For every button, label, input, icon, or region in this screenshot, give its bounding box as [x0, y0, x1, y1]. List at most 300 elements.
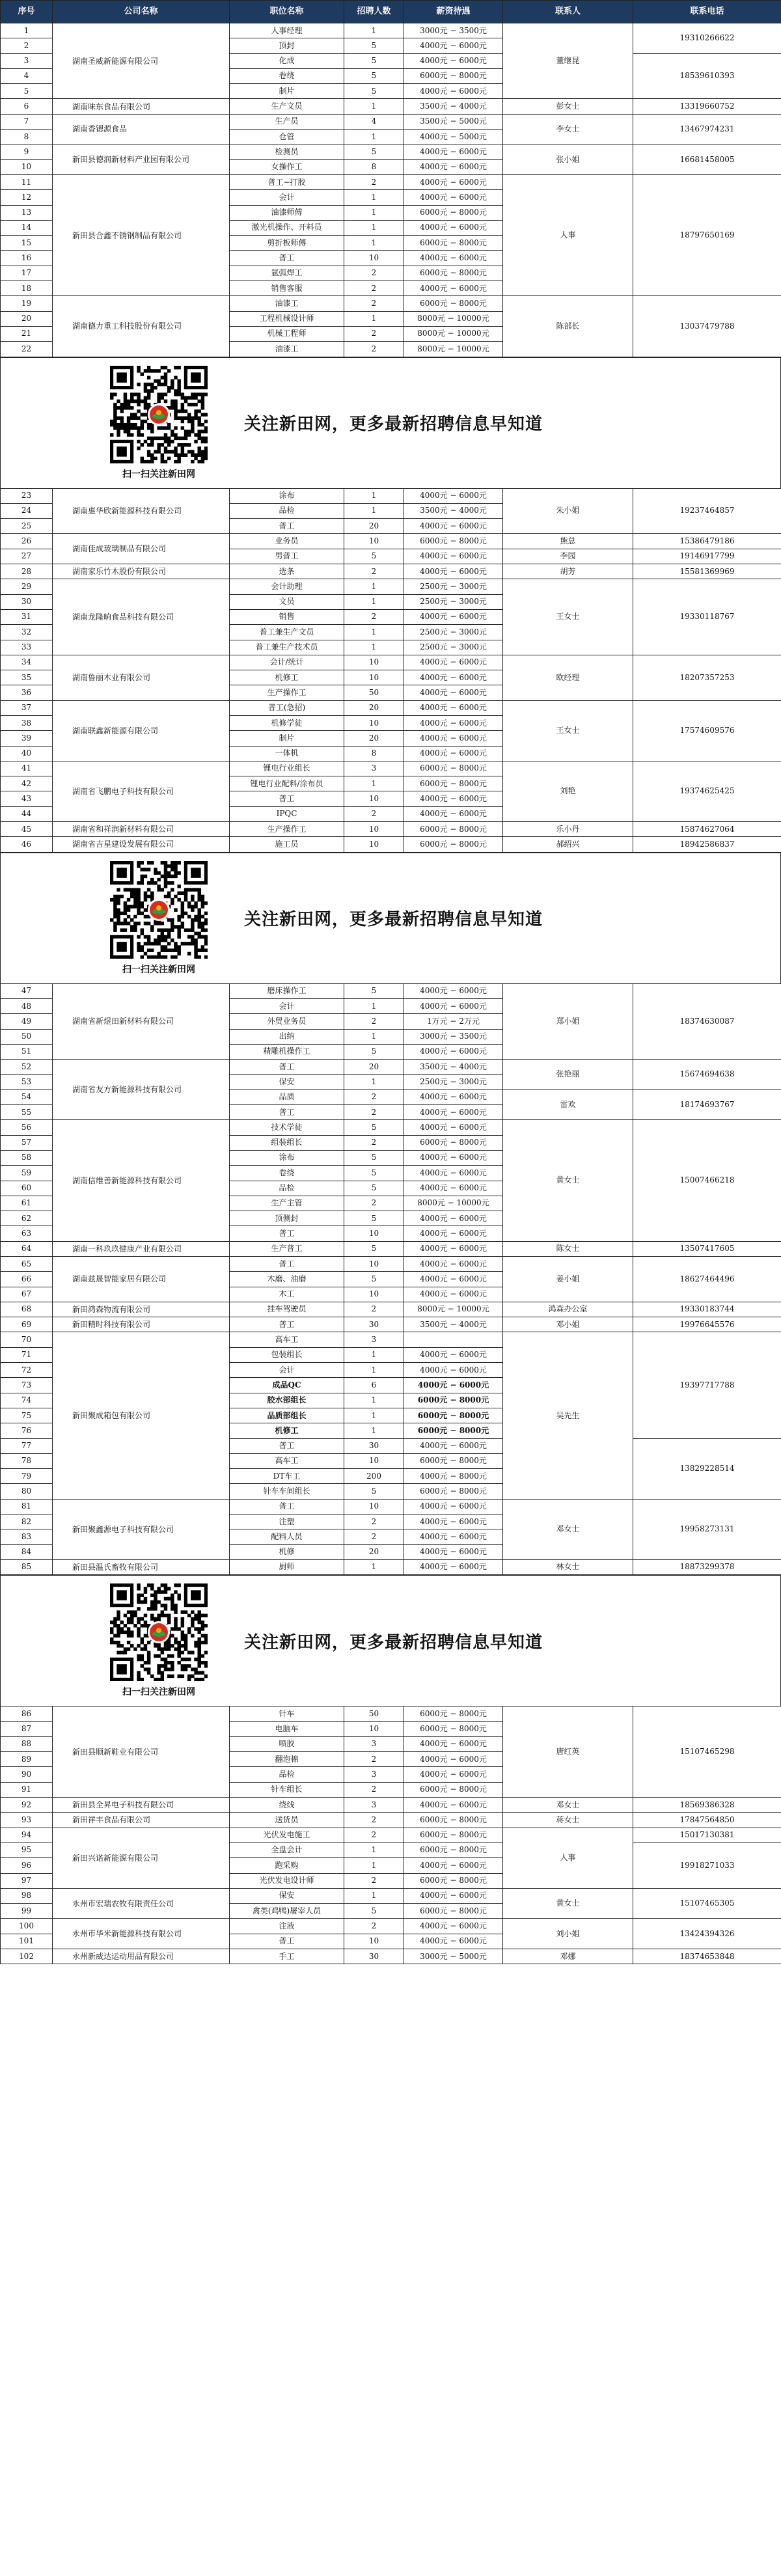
- table-row: [1, 655, 781, 670]
- headcount: 1: [344, 99, 404, 114]
- salary: 6000元 − 8000元: [404, 68, 503, 83]
- row-number: 11: [1, 174, 53, 189]
- banner-content: [110, 861, 543, 976]
- headcount: 5: [344, 1272, 404, 1287]
- headcount: 6: [344, 1378, 404, 1393]
- position-name: 会计: [230, 190, 344, 205]
- position-name: 制片: [230, 84, 344, 99]
- contact-person: 王女士: [503, 579, 633, 655]
- contact-person: 邓小姐: [503, 1317, 633, 1332]
- headcount: 2: [344, 1813, 404, 1828]
- table-row: [1, 1706, 781, 1721]
- headcount: 2: [344, 564, 404, 579]
- salary: 6000元 − 8000元: [404, 776, 503, 791]
- contact-phone: 19330118767: [633, 579, 781, 655]
- headcount: 1: [344, 220, 404, 235]
- table-row: [1, 1919, 781, 1934]
- salary: 6000元 − 8000元: [404, 1393, 503, 1408]
- salary: 6000元 − 8000元: [404, 1706, 503, 1721]
- company-name: 湖南鲁丽木业有限公司: [53, 655, 230, 700]
- row-number: 44: [1, 806, 53, 821]
- salary: 4000元 − 6000元: [404, 1241, 503, 1256]
- position-name: 激光机操作、开料员: [230, 220, 344, 235]
- salary: 4000元 − 6000元: [404, 1150, 503, 1165]
- salary: 4000元 − 6000元: [404, 220, 503, 235]
- row-number: 58: [1, 1150, 53, 1165]
- headcount: 2: [344, 1105, 404, 1120]
- position-name: 工程机械设计师: [230, 311, 344, 326]
- row-number: 13: [1, 205, 53, 220]
- salary: 4000元 − 6000元: [404, 1858, 503, 1873]
- position-name: 品检: [230, 1767, 344, 1782]
- headcount: 1: [344, 205, 404, 220]
- salary: 6000元 − 8000元: [404, 1904, 503, 1919]
- headcount: 20: [344, 1060, 404, 1075]
- position-name: 普工兼生产文员: [230, 625, 344, 640]
- row-number: 28: [1, 564, 53, 579]
- contact-person: 朱小姐: [503, 488, 633, 534]
- contact-phone: 15107465298: [633, 1706, 781, 1798]
- contact-person: 鸿森办公室: [503, 1302, 633, 1317]
- headcount: 10: [344, 1499, 404, 1514]
- headcount: 5: [344, 1211, 404, 1226]
- contact-person: 唐红英: [503, 1706, 633, 1798]
- row-number: 50: [1, 1029, 53, 1044]
- headcount: 5: [344, 1166, 404, 1181]
- salary: 4000元 − 6000元: [404, 159, 503, 174]
- salary: 4000元 − 6000元: [404, 1529, 503, 1544]
- salary: 4000元 − 6000元: [404, 806, 503, 821]
- contact-phone: 13424394326: [633, 1919, 781, 1949]
- row-number: 14: [1, 220, 53, 235]
- row-number: 41: [1, 761, 53, 776]
- position-name: 普工: [230, 1257, 344, 1272]
- headcount: 3: [344, 1767, 404, 1782]
- contact-person: 董继昆: [503, 23, 633, 99]
- contact-phone: 18627464496: [633, 1257, 781, 1302]
- headcount: 5: [344, 1484, 404, 1499]
- table-row: [1, 1798, 781, 1813]
- headcount: 1: [344, 1363, 404, 1378]
- headcount: 1: [344, 594, 404, 609]
- row-number: 1: [1, 23, 53, 38]
- headcount: 8: [344, 746, 404, 761]
- salary: 6000元 − 8000元: [404, 1484, 503, 1499]
- row-number: 2: [1, 38, 53, 53]
- contact-person: 彭女士: [503, 99, 633, 114]
- contact-person: 张小姐: [503, 144, 633, 175]
- position-name: 手工: [230, 1949, 344, 1964]
- salary: 3000元 − 5000元: [404, 1949, 503, 1964]
- headcount: 30: [344, 1438, 404, 1453]
- salary: 4000元 − 6000元: [404, 685, 503, 700]
- qr-block: [110, 1583, 208, 1698]
- position-name: 涂布: [230, 488, 344, 503]
- contact-phone: 13829228514: [633, 1438, 781, 1499]
- company-name: 湖南省飞鹏电子科技有限公司: [53, 761, 230, 821]
- column-header: 薪资待遇: [404, 1, 503, 23]
- salary: 4000元 − 6000元: [404, 488, 503, 503]
- row-number: 65: [1, 1257, 53, 1272]
- company-name: 湖南惠华欣新能源科技有限公司: [53, 488, 230, 534]
- salary: 2500元 − 3000元: [404, 640, 503, 655]
- headcount: 5: [344, 53, 404, 68]
- row-number: 43: [1, 791, 53, 806]
- headcount: 2: [344, 281, 404, 296]
- position-name: 生产员: [230, 114, 344, 129]
- headcount: 1: [344, 23, 404, 38]
- headcount: 3: [344, 1736, 404, 1751]
- headcount: 8: [344, 159, 404, 174]
- banner-content: [110, 366, 543, 480]
- position-name: 生产主管: [230, 1196, 344, 1211]
- headcount: 10: [344, 1226, 404, 1241]
- banner-content: [110, 1583, 543, 1698]
- headcount: 5: [344, 1241, 404, 1256]
- column-header: 公司名称: [53, 1, 230, 23]
- row-number: 34: [1, 655, 53, 670]
- salary: 2500元 − 3000元: [404, 579, 503, 594]
- salary: 4000元 − 6000元: [404, 1272, 503, 1287]
- position-name: 高车工: [230, 1453, 344, 1468]
- salary: 3500元 − 4000元: [404, 99, 503, 114]
- salary: 6000元 − 8000元: [404, 822, 503, 837]
- row-number: 26: [1, 534, 53, 549]
- row-number: 69: [1, 1317, 53, 1332]
- table-row: [1, 1813, 781, 1828]
- qr-code: [110, 1583, 208, 1681]
- salary: 4000元 − 6000元: [404, 715, 503, 730]
- position-name: 保安: [230, 1888, 344, 1903]
- salary: 4000元 − 6000元: [404, 609, 503, 624]
- contact-person: 蒋女士: [503, 1813, 633, 1828]
- row-number: 21: [1, 326, 53, 341]
- position-name: 光伏发电施工: [230, 1828, 344, 1843]
- position-name: 针车车间组长: [230, 1484, 344, 1499]
- headcount: 1: [344, 579, 404, 594]
- headcount: 50: [344, 1706, 404, 1721]
- row-number: 70: [1, 1332, 53, 1347]
- headcount: 1: [344, 130, 404, 144]
- salary: 4000元 − 6000元: [404, 1363, 503, 1378]
- row-number: 20: [1, 311, 53, 326]
- position-name: 注液: [230, 1919, 344, 1934]
- contact-person: 郝绍兴: [503, 837, 633, 852]
- contact-person: 林女士: [503, 1559, 633, 1574]
- position-name: 机修: [230, 1544, 344, 1559]
- position-name: 普工: [230, 1934, 344, 1949]
- headcount: 1: [344, 311, 404, 326]
- contact-phone: 18374630087: [633, 983, 781, 1059]
- row-number: 71: [1, 1347, 53, 1362]
- headcount: 2: [344, 1873, 404, 1888]
- company-name: 永州市华米新能源科技有限公司: [53, 1919, 230, 1949]
- row-number: 7: [1, 114, 53, 129]
- headcount: 5: [344, 1181, 404, 1196]
- company-name: 永州新威达运动用品有限公司: [53, 1949, 230, 1964]
- row-number: 22: [1, 342, 53, 357]
- row-number: 68: [1, 1302, 53, 1317]
- position-name: 跑采购: [230, 1858, 344, 1873]
- row-number: 54: [1, 1089, 53, 1104]
- headcount: 2: [344, 1089, 404, 1104]
- contact-person: 陈女士: [503, 1241, 633, 1256]
- salary: 6000元 − 8000元: [404, 534, 503, 549]
- company-name: 湖南龙隆晌食品科技有限公司: [53, 579, 230, 655]
- salary: 6000元 − 8000元: [404, 1408, 503, 1423]
- position-name: 保安: [230, 1075, 344, 1089]
- contact-person: 乐小丹: [503, 822, 633, 837]
- banner-slogan: 关注新田网，更多最新招聘信息早知道: [244, 910, 543, 930]
- contact-person: 邓女士: [503, 1798, 633, 1813]
- position-name: 制片: [230, 731, 344, 746]
- row-number: 97: [1, 1873, 53, 1888]
- contact-phone: 15007466218: [633, 1120, 781, 1241]
- row-number: 91: [1, 1782, 53, 1797]
- row-number: 42: [1, 776, 53, 791]
- headcount: 1: [344, 1393, 404, 1408]
- company-name: 新田鸿森物流有限公司: [53, 1302, 230, 1317]
- salary: 2500元 − 3000元: [404, 594, 503, 609]
- salary: 3500元 − 5000元: [404, 114, 503, 129]
- position-name: 男普工: [230, 549, 344, 564]
- position-name: 成品QC: [230, 1378, 344, 1393]
- row-number: 87: [1, 1721, 53, 1736]
- salary: 4000元 − 6000元: [404, 731, 503, 746]
- position-name: 挂车驾驶员: [230, 1302, 344, 1317]
- salary: 4000元 − 6000元: [404, 670, 503, 685]
- position-name: 喷胶: [230, 1736, 344, 1751]
- company-name: 新田县温氏畜牧有限公司: [53, 1559, 230, 1574]
- row-number: 8: [1, 130, 53, 144]
- row-number: 5: [1, 84, 53, 99]
- table-row: [1, 144, 781, 159]
- headcount: 2: [344, 1196, 404, 1211]
- headcount: 1: [344, 776, 404, 791]
- table-row: [1, 99, 781, 114]
- table-row: [1, 488, 781, 503]
- column-header: 序号: [1, 1, 53, 23]
- salary: 4000元 − 6000元: [404, 1934, 503, 1949]
- salary: 6000元 − 8000元: [404, 1721, 503, 1736]
- row-number: 101: [1, 1934, 53, 1949]
- row-number: 72: [1, 1363, 53, 1378]
- contact-person: 王女士: [503, 700, 633, 761]
- contact-phone: 19976645576: [633, 1317, 781, 1332]
- headcount: 20: [344, 519, 404, 534]
- row-number: 47: [1, 983, 53, 998]
- headcount: 10: [344, 822, 404, 837]
- company-name: 湖南佳成玻璃制品有限公司: [53, 534, 230, 564]
- contact-person: 邓娜: [503, 1949, 633, 1964]
- row-number: 59: [1, 1166, 53, 1181]
- qr-block: [110, 861, 208, 976]
- salary: 6000元 − 8000元: [404, 205, 503, 220]
- row-number: 49: [1, 1014, 53, 1029]
- contact-phone: 13319660752: [633, 99, 781, 114]
- row-number: 99: [1, 1904, 53, 1919]
- headcount: 20: [344, 1544, 404, 1559]
- headcount: 10: [344, 837, 404, 852]
- table-row: [1, 822, 781, 837]
- row-number: 95: [1, 1843, 53, 1857]
- row-number: 35: [1, 670, 53, 685]
- position-name: 磨床操作工: [230, 983, 344, 998]
- company-name: 新田县全昇电子科技有限公司: [53, 1798, 230, 1813]
- contact-person: 姜小姐: [503, 1257, 633, 1302]
- salary: 2500元 − 3000元: [404, 1075, 503, 1089]
- jobs-table: [0, 1706, 781, 1964]
- position-name: 品质: [230, 1089, 344, 1104]
- salary: 4000元 − 6000元: [404, 998, 503, 1013]
- salary: 6000元 − 8000元: [404, 1843, 503, 1857]
- position-name: 机修工: [230, 1423, 344, 1438]
- position-name: 电脑车: [230, 1721, 344, 1736]
- table-row: [1, 296, 781, 311]
- table-row: [1, 1499, 781, 1514]
- row-number: 12: [1, 190, 53, 205]
- salary: 4000元 − 6000元: [404, 281, 503, 296]
- jobs-table: [0, 488, 781, 853]
- position-name: 会计助理: [230, 579, 344, 594]
- row-number: 10: [1, 159, 53, 174]
- contact-person: 雷欢: [503, 1089, 633, 1120]
- position-name: 生产操作工: [230, 685, 344, 700]
- position-name: DT车工: [230, 1469, 344, 1484]
- salary: 4000元 − 6000元: [404, 746, 503, 761]
- row-number: 83: [1, 1529, 53, 1544]
- headcount: 1: [344, 1858, 404, 1873]
- contact-phone: 19146917799: [633, 549, 781, 564]
- salary: 6000元 − 8000元: [404, 1873, 503, 1888]
- salary: 4000元 − 6000元: [404, 1105, 503, 1120]
- row-number: 62: [1, 1211, 53, 1226]
- headcount: 10: [344, 655, 404, 670]
- salary: 4000元 − 6000元: [404, 1166, 503, 1181]
- position-name: 销售客服: [230, 281, 344, 296]
- salary: 2500元 − 3000元: [404, 625, 503, 640]
- headcount: 1: [344, 488, 404, 503]
- salary: 3000元 − 3500元: [404, 1029, 503, 1044]
- headcount: 30: [344, 1317, 404, 1332]
- contact-person: 人事: [503, 174, 633, 295]
- headcount: 2: [344, 296, 404, 311]
- row-number: 3: [1, 53, 53, 68]
- position-name: 生产普工: [230, 1241, 344, 1256]
- salary: 3000元 − 3500元: [404, 23, 503, 38]
- salary: 8000元 − 10000元: [404, 1196, 503, 1211]
- contact-phone: 15017130381: [633, 1828, 781, 1843]
- company-name: 新田聚成箱包有限公司: [53, 1332, 230, 1499]
- position-name: 送货员: [230, 1813, 344, 1828]
- headcount: 1: [344, 998, 404, 1013]
- contact-person: 人事: [503, 1828, 633, 1888]
- salary: 8000元 − 10000元: [404, 311, 503, 326]
- company-name: 湖南省新煜田新材料有限公司: [53, 983, 230, 1059]
- position-name: 出纳: [230, 1029, 344, 1044]
- position-name: 油漆工: [230, 342, 344, 357]
- company-name: 湖南德力重工科技股份有限公司: [53, 296, 230, 357]
- table-row: [1, 1241, 781, 1256]
- position-name: 禽类(鸡鸭)屠宰人员: [230, 1904, 344, 1919]
- position-name: 针车: [230, 1706, 344, 1721]
- position-name: 卷绕: [230, 1166, 344, 1181]
- row-number: 25: [1, 519, 53, 534]
- company-name: 湖南圣威新能源有限公司: [53, 23, 230, 99]
- row-number: 29: [1, 579, 53, 594]
- row-number: 102: [1, 1949, 53, 1964]
- contact-phone: 18374653848: [633, 1949, 781, 1964]
- salary: 4000元 − 6000元: [404, 38, 503, 53]
- position-name: 剪折板师傅: [230, 236, 344, 251]
- row-number: 15: [1, 236, 53, 251]
- company-name: 新田兴诺新能源有限公司: [53, 1828, 230, 1888]
- position-name: 人事经理: [230, 23, 344, 38]
- contact-person: 李园: [503, 549, 633, 564]
- salary: 4000元 − 6000元: [404, 1752, 503, 1767]
- table-row: [1, 114, 781, 129]
- headcount: 1: [344, 236, 404, 251]
- headcount: 20: [344, 700, 404, 715]
- salary: 4000元 − 6000元: [404, 1514, 503, 1529]
- contact-phone: 15107465305: [633, 1888, 781, 1919]
- salary: 6000元 − 8000元: [404, 837, 503, 852]
- row-number: 17: [1, 266, 53, 281]
- salary: 4000元 − 6000元: [404, 1181, 503, 1196]
- row-number: 75: [1, 1408, 53, 1423]
- table-row: [1, 1257, 781, 1272]
- contact-phone: 19397717788: [633, 1332, 781, 1438]
- salary: 4000元 − 6000元: [404, 1287, 503, 1302]
- qr-banner: [0, 853, 781, 983]
- contact-phone: 19918271033: [633, 1843, 781, 1888]
- qr-code: [110, 366, 208, 463]
- row-number: 78: [1, 1453, 53, 1468]
- headcount: 2: [344, 1752, 404, 1767]
- row-number: 45: [1, 822, 53, 837]
- company-name: 湖南联鑫新能源有限公司: [53, 700, 230, 761]
- position-name: 生产操作工: [230, 822, 344, 837]
- headcount: 2: [344, 806, 404, 821]
- row-number: 76: [1, 1423, 53, 1438]
- position-name: 选条: [230, 564, 344, 579]
- row-number: 89: [1, 1752, 53, 1767]
- company-name: 湖南信维善新能源科技有限公司: [53, 1120, 230, 1241]
- qr-caption: 扫一扫关注新田网: [122, 469, 195, 480]
- salary: 4000元 − 6000元: [404, 1736, 503, 1751]
- headcount: 10: [344, 791, 404, 806]
- contact-person: 黄女士: [503, 1888, 633, 1919]
- headcount: 5: [344, 38, 404, 53]
- salary: 4000元 − 6000元: [404, 549, 503, 564]
- salary: 6000元 − 8000元: [404, 1782, 503, 1797]
- headcount: 1: [344, 1843, 404, 1857]
- table-row: [1, 1828, 781, 1843]
- position-name: 普工−打胶: [230, 174, 344, 189]
- position-name: 会计/统计: [230, 655, 344, 670]
- position-name: 注塑: [230, 1514, 344, 1529]
- salary: 4000元 − 6000元: [404, 1499, 503, 1514]
- row-number: 30: [1, 594, 53, 609]
- position-name: 卷绕: [230, 68, 344, 83]
- company-name: 新田聚鑫源电子科技有限公司: [53, 1499, 230, 1559]
- row-number: 66: [1, 1272, 53, 1287]
- contact-person: 张艳丽: [503, 1060, 633, 1090]
- salary: 6000元 − 8000元: [404, 1813, 503, 1828]
- headcount: 1: [344, 1423, 404, 1438]
- row-number: 77: [1, 1438, 53, 1453]
- banner-slogan: 关注新田网，更多最新招聘信息早知道: [244, 1632, 543, 1652]
